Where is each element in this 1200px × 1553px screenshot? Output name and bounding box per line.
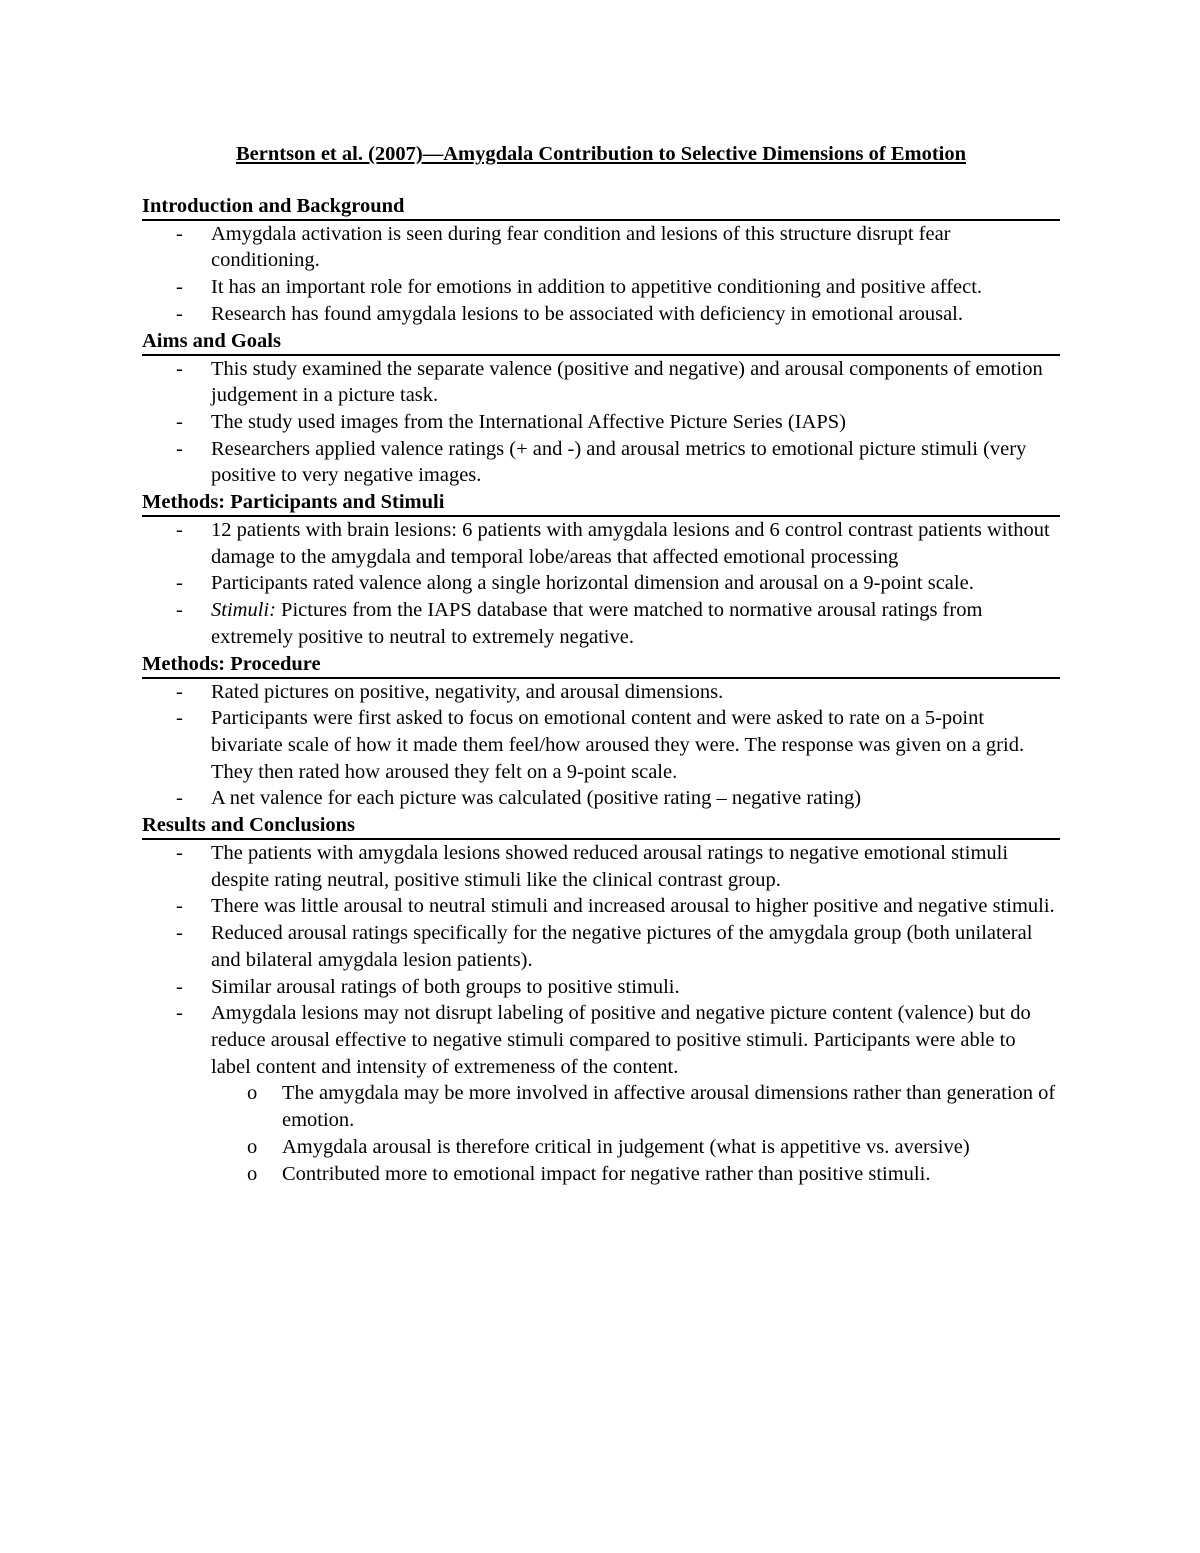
list-item: - Research has found amygdala lesions to be associated with deficiency in emotional arousal. bbox=[142, 301, 1060, 328]
sub-list bbox=[211, 1080, 1060, 1187]
section-heading-aims: Aims and Goals bbox=[142, 328, 1060, 356]
section-list-participants bbox=[142, 517, 1060, 651]
dash-bullet: - bbox=[176, 680, 183, 703]
dash-bullet: - bbox=[176, 437, 183, 460]
dash-bullet: - bbox=[176, 1002, 183, 1025]
dash-bullet: - bbox=[176, 410, 183, 433]
dash-bullet: - bbox=[176, 975, 183, 998]
section-heading-participants: Methods: Participants and Stimuli bbox=[142, 489, 1060, 517]
circle-bullet: o bbox=[247, 1082, 258, 1105]
sub-list-item: o Amygdala arousal is therefore critical in judgement (what is appetitive vs. aversive) bbox=[211, 1134, 1060, 1161]
list-item: - 12 patients with brain lesions: 6 patients with amygdala lesions and 6 control contrast patients without damage to the amygdala and temporal lobe/areas that affected emotional processing bbox=[176, 519, 1050, 568]
list-item: - Amygdala lesions may not disrupt labeling of positive and negative picture content (valence) but do reduce arousal effective to negative stimuli compared to positive stimuli. Participants were able to label content and intensity of extremeness of the content. o The amygdala may be more involved in affective arousal dimensions rather than generation of emotion. o Amygdala arousal is therefore critical in judgement (what is appetitive vs. aversive) o Contributed more to emotional impact for negative rather than positive stimuli. bbox=[142, 1000, 1060, 1187]
dash-bullet: - bbox=[176, 519, 183, 542]
list-item: - It has an important role for emotions in addition to appetitive conditioning and positive affect. bbox=[142, 274, 1060, 301]
dash-bullet: - bbox=[176, 572, 183, 595]
section-heading-introduction: Introduction and Background bbox=[142, 193, 1060, 221]
dash-bullet: - bbox=[176, 599, 183, 622]
list-item: - Participants rated valence along a single horizontal dimension and arousal on a 9-point scale. bbox=[142, 570, 1060, 597]
list-item: - This study examined the separate valence (positive and negative) and arousal components of emotion judgement in a picture task. bbox=[176, 357, 1043, 407]
list-item: - A net valence for each picture was calculated (positive rating – negative rating) bbox=[142, 785, 1060, 812]
section-list-results bbox=[142, 840, 1060, 1187]
dash-bullet: - bbox=[176, 922, 183, 945]
section-list-aims bbox=[142, 356, 1060, 490]
list-item: - Participants were first asked to focus on emotional content and were asked to rate on a 5-point bivariate scale of how it made them feel/how aroused they were. The response was given on a grid. They then rated how aroused they felt on a 9-point scale. bbox=[176, 707, 1025, 783]
stimuli-label: Stimuli: bbox=[211, 599, 276, 622]
list-item: - Similar arousal ratings of both groups to positive stimuli. bbox=[142, 974, 1060, 1001]
list-item: - Amygdala activation is seen during fear condition and lesions of this structure disrupt fear conditioning. bbox=[176, 222, 951, 272]
list-item: - The patients with amygdala lesions showed reduced arousal ratings to negative emotional stimuli despite rating neutral, positive stimuli like the clinical contrast group. bbox=[176, 842, 1009, 891]
section-list-introduction bbox=[142, 221, 1060, 328]
section-list-procedure bbox=[142, 679, 1060, 813]
sub-list-item: o Contributed more to emotional impact for negative rather than positive stimuli. bbox=[211, 1161, 1060, 1188]
list-item: - There was little arousal to neutral stimuli and increased arousal to higher positive and negative stimuli. bbox=[142, 893, 1060, 920]
circle-bullet: o bbox=[247, 1135, 258, 1158]
dash-bullet: - bbox=[176, 787, 183, 810]
document-body bbox=[142, 141, 1060, 1187]
dash-bullet: - bbox=[176, 357, 183, 380]
circle-bullet: o bbox=[247, 1162, 258, 1185]
sub-list-item: o The amygdala may be more involved in affective arousal dimensions rather than generation of emotion. bbox=[247, 1082, 1056, 1132]
dash-bullet: - bbox=[176, 707, 183, 730]
dash-bullet: - bbox=[176, 222, 183, 245]
section-heading-procedure: Methods: Procedure bbox=[142, 651, 1060, 679]
list-item: - Stimuli: Pictures from the IAPS database that were matched to normative arousal ratings from extremely positive to neutral to extremely negative. bbox=[176, 599, 983, 648]
dash-bullet: - bbox=[176, 895, 183, 918]
list-item: - Researchers applied valence ratings (+ and -) and arousal metrics to emotional picture stimuli (very positive to very negative images. bbox=[176, 437, 1027, 487]
dash-bullet: - bbox=[176, 302, 183, 325]
list-item: - Reduced arousal ratings specifically for the negative pictures of the amygdala group (both unilateral and bilateral amygdala lesion patients). bbox=[176, 922, 1033, 971]
dash-bullet: - bbox=[176, 842, 183, 865]
list-item: - The study used images from the International Affective Picture Series (IAPS) bbox=[142, 409, 1060, 436]
section-heading-results: Results and Conclusions bbox=[142, 812, 1060, 840]
list-item: - Rated pictures on positive, negativity, and arousal dimensions. bbox=[142, 679, 1060, 706]
document-title: Berntson et al. (2007)—Amygdala Contribution to Selective Dimensions of Emotion bbox=[235, 143, 966, 165]
dash-bullet: - bbox=[176, 276, 183, 299]
